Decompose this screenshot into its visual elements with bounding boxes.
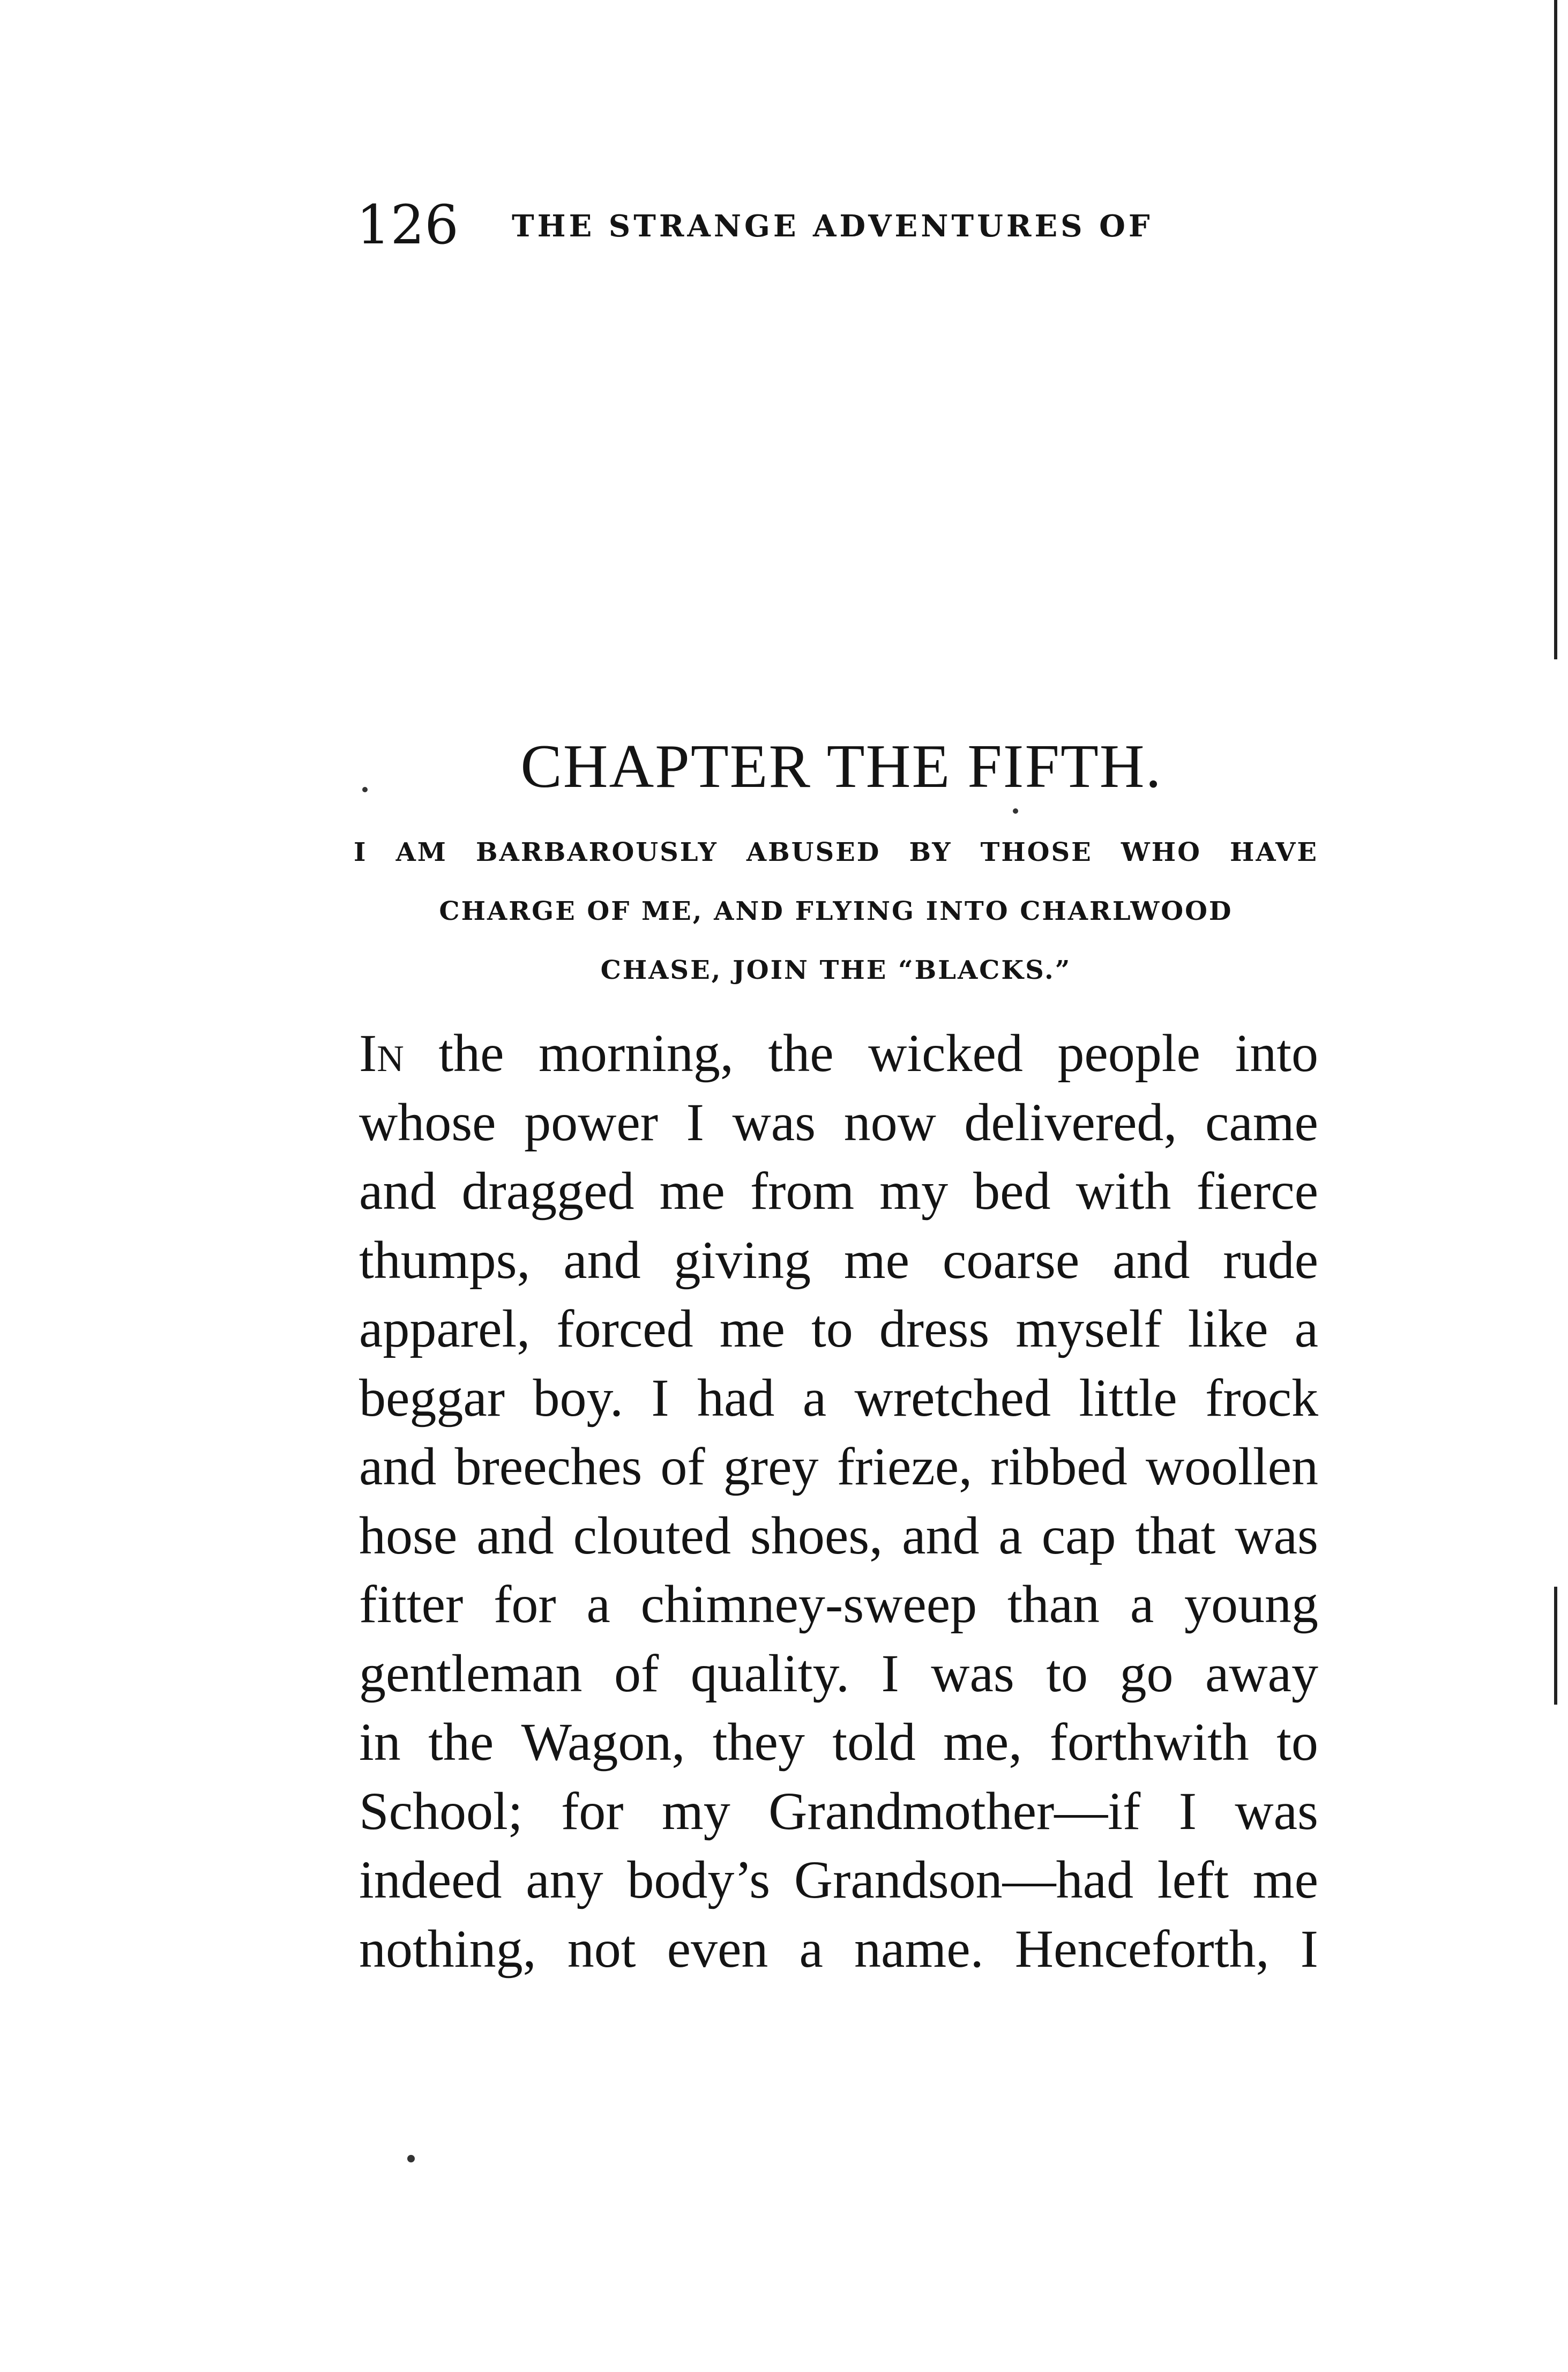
word: left — [1157, 1850, 1229, 1909]
word: Grandmother—if — [768, 1781, 1141, 1841]
word: hose — [359, 1505, 458, 1565]
word: the — [768, 1023, 834, 1083]
text-line — [359, 1156, 1318, 1226]
word: the — [438, 1023, 504, 1083]
word: they — [712, 1712, 805, 1772]
word: any — [526, 1850, 603, 1909]
text-line — [359, 1294, 1318, 1364]
word: fierce — [1196, 1161, 1318, 1221]
word: indeed — [359, 1850, 502, 1909]
word: cap — [1041, 1505, 1116, 1565]
chapter-summary-line: CHARGE OF ME, AND FLYING INTO CHARLWOOD — [439, 896, 1233, 926]
word: beggar — [359, 1367, 505, 1427]
text-line — [359, 1639, 1318, 1708]
word: forthwith — [1049, 1712, 1249, 1772]
word: wicked — [868, 1023, 1023, 1083]
chapter-summary-line — [354, 831, 1318, 874]
word: shoes, — [750, 1505, 883, 1565]
chapter-summary-line: CHASE, JOIN THE “BLACKS.” — [600, 955, 1072, 985]
summary-word: ABUSED — [746, 837, 881, 867]
word: into — [1235, 1023, 1318, 1083]
word: was — [1235, 1781, 1318, 1841]
word: like — [1188, 1299, 1268, 1358]
word: gentleman — [359, 1643, 583, 1703]
ink-speck — [1013, 808, 1018, 814]
word: little — [1079, 1367, 1177, 1427]
word: my — [879, 1161, 949, 1221]
word: I — [686, 1092, 704, 1152]
page-number: 126 — [356, 194, 459, 256]
word: from — [750, 1161, 855, 1221]
word: coarse — [942, 1230, 1080, 1290]
text-line — [359, 1225, 1318, 1295]
word: for — [561, 1781, 624, 1841]
word: with — [1076, 1161, 1171, 1221]
word: a — [1294, 1299, 1318, 1358]
word: had — [697, 1367, 775, 1427]
summary-word: AM — [395, 837, 447, 867]
word: giving — [674, 1230, 811, 1290]
word: a — [802, 1367, 827, 1427]
word: me — [1252, 1850, 1318, 1909]
page-edge-rule — [1554, 1587, 1557, 1705]
word: and — [563, 1230, 641, 1290]
word: my — [661, 1781, 730, 1841]
word: me — [659, 1161, 725, 1221]
word: ribbed — [990, 1437, 1128, 1496]
running-title: THE STRANGE ADVENTURES OF — [512, 209, 1153, 244]
text-line — [359, 1432, 1318, 1501]
text-line — [359, 1914, 1318, 1984]
word: School; — [359, 1781, 523, 1841]
word: that — [1135, 1505, 1216, 1565]
word: to — [811, 1299, 853, 1358]
word: of — [614, 1643, 659, 1703]
summary-word: I — [354, 837, 368, 867]
word: a — [1130, 1574, 1154, 1634]
ink-speck — [407, 2155, 415, 2162]
word: even — [667, 1919, 768, 1979]
word: in — [359, 1712, 401, 1772]
running-header — [356, 193, 1321, 257]
word: to — [1276, 1712, 1318, 1772]
word: woollen — [1145, 1437, 1318, 1496]
word: frieze, — [837, 1437, 973, 1496]
word: dragged — [461, 1161, 634, 1221]
word: was — [732, 1092, 816, 1152]
word: I — [651, 1367, 669, 1427]
word: Grandson—had — [794, 1850, 1134, 1909]
word: away — [1205, 1643, 1318, 1703]
word: of — [660, 1437, 705, 1496]
word: came — [1205, 1092, 1318, 1152]
word: fitter — [359, 1574, 464, 1634]
summary-word: WHO — [1121, 837, 1201, 867]
word: delivered, — [964, 1092, 1177, 1152]
summary-word: BY — [909, 837, 952, 867]
word: than — [1007, 1574, 1100, 1634]
word: a — [998, 1505, 1022, 1565]
text-line — [359, 1845, 1318, 1915]
summary-word: THOSE — [980, 837, 1093, 867]
word: was — [931, 1643, 1014, 1703]
word: go — [1119, 1643, 1174, 1703]
word: was — [1235, 1505, 1318, 1565]
word: clouted — [573, 1505, 731, 1565]
word: chimney-sweep — [640, 1574, 977, 1634]
word: rude — [1223, 1230, 1318, 1290]
word: forced — [556, 1299, 693, 1358]
word: I — [1300, 1919, 1318, 1979]
word: grey — [723, 1437, 819, 1496]
text-line — [359, 1363, 1318, 1433]
word: thumps, — [359, 1230, 531, 1290]
word: for — [494, 1574, 556, 1634]
word: Wagon, — [521, 1712, 685, 1772]
word: me — [719, 1299, 785, 1358]
word: told — [832, 1712, 916, 1772]
word: breeches — [454, 1437, 643, 1496]
word: myself — [1016, 1299, 1162, 1358]
word: power — [524, 1092, 659, 1152]
text-line — [359, 1707, 1318, 1777]
word: wretched — [854, 1367, 1051, 1427]
text-line — [359, 1088, 1318, 1157]
word: nothing, — [359, 1919, 536, 1979]
word: bed — [973, 1161, 1051, 1221]
word: frock — [1205, 1367, 1318, 1427]
word: name. — [854, 1919, 984, 1979]
word: and — [359, 1161, 437, 1221]
text-line — [359, 1501, 1318, 1571]
word: quality. — [690, 1643, 850, 1703]
ink-speck — [362, 787, 368, 792]
word: dress — [879, 1299, 990, 1358]
chapter-title: CHAPTER THE FIFTH. — [520, 732, 1162, 801]
word: I — [881, 1643, 899, 1703]
word: me, — [943, 1712, 1022, 1772]
word: now — [843, 1092, 936, 1152]
word: morning, — [539, 1023, 734, 1083]
summary-word: HAVE — [1230, 837, 1318, 867]
page-edge-rule — [1554, 0, 1557, 659]
word: to — [1046, 1643, 1088, 1703]
word: a — [799, 1919, 823, 1979]
word: the — [428, 1712, 494, 1772]
word: and — [476, 1505, 554, 1565]
word: body’s — [627, 1850, 771, 1909]
word: and — [1112, 1230, 1190, 1290]
word: people — [1057, 1023, 1200, 1083]
word: In — [359, 1023, 404, 1083]
word: and — [902, 1505, 980, 1565]
word: a — [586, 1574, 610, 1634]
text-line — [359, 1018, 1318, 1088]
word: apparel, — [359, 1299, 531, 1358]
text-line — [359, 1776, 1318, 1846]
word: whose — [359, 1092, 496, 1152]
word: me — [843, 1230, 910, 1290]
word: I — [1178, 1781, 1197, 1841]
word: young — [1184, 1574, 1318, 1634]
word: not — [567, 1919, 636, 1979]
word: boy. — [533, 1367, 623, 1427]
summary-word: BARBAROUSLY — [476, 837, 718, 867]
word: Henceforth, — [1014, 1919, 1270, 1979]
text-line — [359, 1570, 1318, 1639]
word: and — [359, 1437, 437, 1496]
